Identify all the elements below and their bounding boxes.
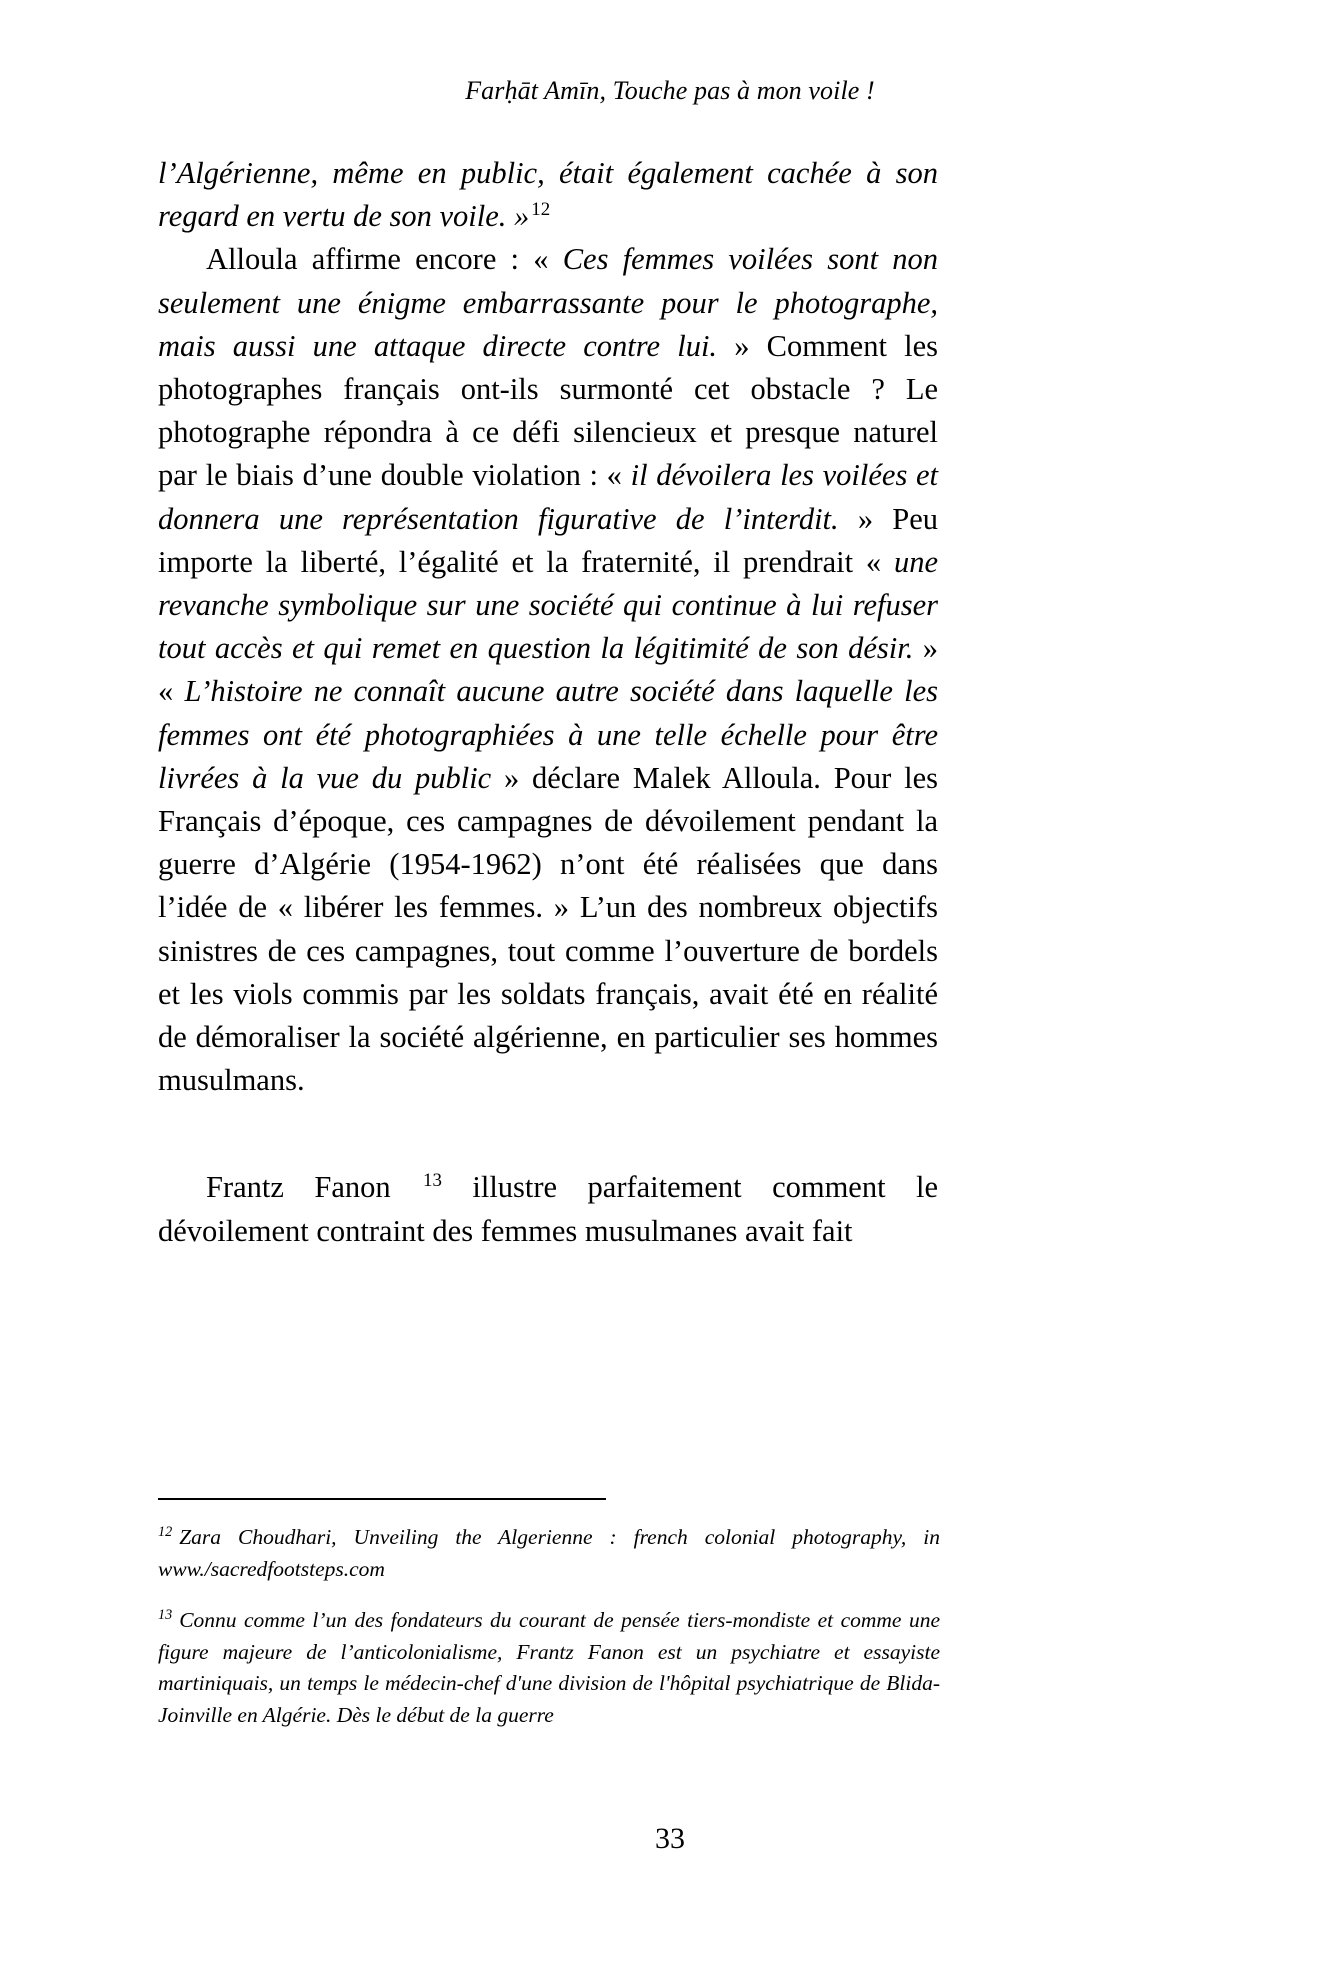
footnote-12-marker: 12 [158,1523,173,1540]
paragraph-spacer [158,1102,938,1166]
footnote-marker-13[interactable]: 13 [423,1170,442,1192]
quote-ces-femmes-voilees: Ces femmes voilées sont non seulement une énigme embarrassante pour le photographe, mais aussi une attaque directe contre lui. [158,242,938,363]
quote-lhistoire-ne-connait: L’histoire ne connaît aucune autre société dans laquelle les femmes ont été photographiées à une telle échelle pour être livrées à la vue du public [158,674,938,795]
comment-les-photographes: » Comment les photographes français ont-ils surmonté cet obstacle ? Le photographe répondra à ce défi silencieux et presque naturel par le biais d’une double violation : « [158,328,938,493]
footnote-13-text: Connu comme l’un des fondateurs du courant de pensée tiers-mondiste et comme une figure majeure de l’anticolonialisme, Frantz Fanon est un psychiatre et essayiste martiniquais, un temps le médecin-chef d'une division de l'hôpital psychiatrique de Blida-Joinville en Algérie. Dès le début de la guerre [158,1608,940,1727]
footnote-separator-rule [158,1498,606,1500]
footnote-zone [158,1498,940,1731]
footnote-12 [158,1522,940,1585]
paragraph-frantz-fanon [158,1166,938,1252]
fanon-continuation: illustre parfaitement comment le dévoilement contraint des femmes musulmanes avait fait [158,1170,939,1248]
footnote-marker-12[interactable]: 12 [531,199,551,221]
quote-separator: » « [158,631,939,709]
fanon-intro: Frantz Fanon [206,1170,422,1205]
paragraph-alloula [158,238,938,1102]
quote-revanche-symbolique: une revanche symbolique sur une société qui continue à lui refuser tout accès et qui remet en question la légitimité de son désir. [158,544,938,666]
declare-malek-alloula: » déclare Malek Alloula. Pour les Français d’époque, ces campagnes de dévoilement pendant la guerre d’Algérie (1954-1962) n’ont été réalisées que dans l’idée de « libérer les femmes. » L’un des nombreux objectifs sinistres de ces campagnes, tout comme l’ouverture de bordels et les viols commis par les soldats français, avait été en réalité de démoraliser la société algérienne, en particulier ses hommes musulmans. [158,760,938,1098]
peu-importe-liberte: » Peu importe la liberté, l’égalité et la fraternité, il prendrait « [158,501,938,579]
quote-il-devoilera: il dévoilera les voilées et donnera une représentation figurative de l’interdit. [158,458,939,536]
page-number: 33 [655,1822,685,1855]
footnote-13 [158,1605,940,1731]
footnote-13-marker: 13 [158,1606,173,1623]
footnote-12-text: Zara Choudhari, Unveiling the Algerienne : french colonial photography, in www./sacredfootsteps.com [158,1525,940,1581]
paragraph-quote-continuation [158,152,938,238]
body-text-block [158,152,938,1253]
quote-text-algerienne: l’Algérienne, même en public, était également cachée à son regard en vertu de son voile. » [158,156,938,234]
running-head: Farḥāt Amīn, Touche pas à mon voile ! [465,76,875,105]
alloula-intro: Alloula affirme encore : « [206,242,563,277]
